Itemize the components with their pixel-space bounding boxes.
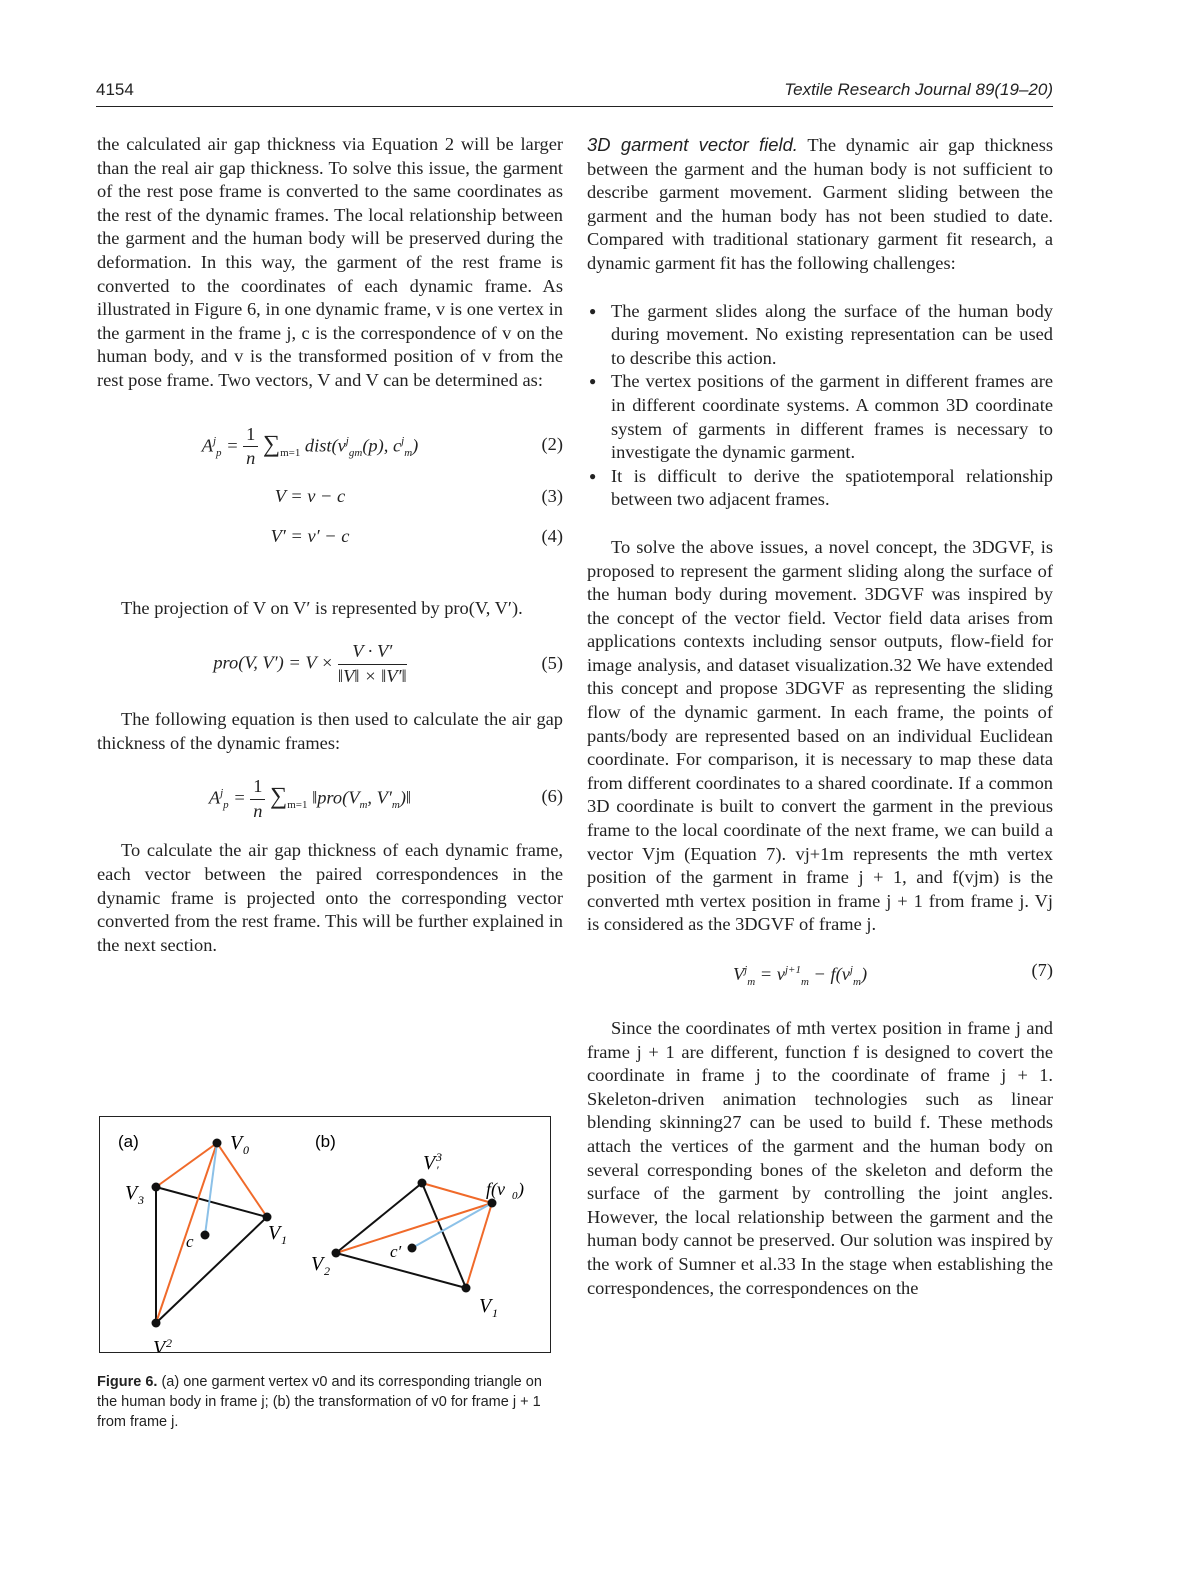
journal-citation: Textile Research Journal 89(19–20) [784, 80, 1053, 99]
figure-6-diagram [100, 1117, 550, 1352]
equation-2: $A^j_p$ = $\frac{1}{n}$ $\sum_{m=1}$ $dist(v^j_{gm}(p)$, $c^j_m$) (2) [201, 423, 563, 469]
running-header [96, 78, 1053, 107]
equation-3: V = v − c (3) [274, 485, 563, 506]
right-paragraph-1: 3D garment vector field. The dynamic air gap thickness between the garment and the human body is not sufficient to describe garment movement. Garment sliding between the garment and the human body has not been studied to date. Compared with traditional stationary garment fit research, a dynamic garment fit has the following challenges: [587, 134, 1054, 273]
left-column [97, 133, 563, 957]
panel-b-label: (b) [315, 1132, 336, 1151]
right-column [587, 133, 1053, 1300]
page-number: 4154 [96, 80, 134, 99]
panel-b [311, 1150, 524, 1320]
svg-text:): ) [518, 1179, 524, 1199]
equation-4: V′ = v′ − c (4) [270, 525, 563, 546]
figure-6 [99, 1116, 551, 1353]
svg-text:c: c [186, 1232, 194, 1251]
left-paragraph-1: the calculated air gap thickness via Equation 2 will be larger than the real air gap thickness. To solve this issue, the garment of the rest pose frame is converted to the same coordinates as the rest of the dynamic frames. The local relationship between the garment and the human body will be preserved during the deformation. In this way, the garment of the rest frame is converted to the coordinates of each dynamic frame. As illustrated in Figure 6, in one dynamic frame, v is one vertex in the garment in the frame j, c is the correspondence of v on the human body, and v is the transformed position of v from the rest pose frame. Two vectors, V and V can be determined as: [97, 134, 563, 390]
svg-text:2: 2 [166, 1336, 172, 1350]
list-item: ● The garment slides along the surface of the human body during movement. No existing representation can be used to describe this action. [587, 300, 1053, 371]
svg-text:c′: c′ [390, 1242, 402, 1261]
section-heading: 3D garment vector field. [587, 134, 798, 155]
svg-text:V: V [479, 1295, 492, 1317]
svg-text:V: V [125, 1182, 138, 1204]
svg-text:′: ′ [436, 1163, 439, 1177]
right-paragraph-3: Since the coordinates of mth vertex position in frame j and frame j + 1 are different, function f is designed to covert the coordinate in frame j to the coordinate of frame j + 1. Skeleton-driven animation technologies such as linear blending skinning27 can be used to build f. These methods attach the vertices of the garment and the human body on several corresponding bones of the skeleton and deform the surface of the garment by controlling the joint angles. However, the local relationship between the garment and the human body cannot be preserved. Our solution was inspired by the work of Sumner et al.33 In the stage when establishing the correspondences, the correspondences on the [587, 1018, 1053, 1298]
equation-5: pro(V, V′) = V × $\frac{V \cdot V'}{‖V‖ \times ‖V'‖}$ (5) [213, 641, 563, 686]
equation-7: $V^j_m = v^{j+1}_m - f(v^j_m)$ (7) [732, 960, 1053, 988]
panel-a-label: (a) [118, 1132, 139, 1151]
caption-text: (a) one garment vertex v0 and its corresponding triangle on the human body in frame j; (b) the transformation of v0 for frame j + 1 from frame j. [97, 1374, 542, 1430]
svg-text:0: 0 [512, 1190, 518, 1202]
challenges-list [587, 300, 1053, 512]
panel-a [125, 1132, 287, 1352]
figure-6-caption [97, 1372, 557, 1432]
list-item: ● It is difficult to derive the spatiotemporal relationship between two adjacent frames. [587, 465, 1053, 512]
svg-text:1: 1 [492, 1306, 498, 1320]
svg-text:3: 3 [436, 1150, 442, 1164]
svg-text:V: V [230, 1132, 243, 1154]
svg-text:3: 3 [138, 1193, 144, 1207]
left-paragraph-2: The projection of V on V′ is represented by pro(V, V′). [121, 597, 523, 618]
svg-text:2: 2 [324, 1264, 330, 1278]
svg-text:1: 1 [281, 1233, 287, 1247]
svg-text:f(v: f(v [486, 1179, 505, 1199]
svg-text:V: V [311, 1253, 324, 1275]
equation-6: $A^j_p$ = $\frac{1}{n}$ $\sum_{m=1}$ $‖pro(V_m$, $V'_m)‖$ (6) [208, 776, 563, 821]
equation-2-number: (2) [541, 433, 563, 454]
right-paragraph-2: To solve the above issues, a novel concept, the 3DGVF, is proposed to represent the garment sliding along the surface of the human body during movement. 3DGVF was inspired by the concept of the vector field. Vector field data arises from applications contexts including sensor outputs, flow-field for image analysis, and dataset visualization.32 We have extended this concept and propose 3DGVF as representing the sliding flow of the dynamic garment. In each frame, the points of pants/body are represented based on an individual Euclidean coordinate. For comparison, it is necessary to map these data from different coordinates to a shared coordinate. If a common 3D coordinate is built to convert the garment in the previous frame to the local coordinate of the next frame, we can build a vector Vjm (Equation 7). vj+1m represents the mth vertex position of the garment in frame j + 1, and f(vjm) is the converted mth vertex position in frame j + 1 from frame j. Vj is considered as the 3DGVF of frame j. [587, 536, 1053, 935]
left-paragraph-4: To calculate the air gap thickness of each dynamic frame, each vector between the paired correspondences in the dynamic frame is projected onto the corresponding vector converted from the rest frame. This will be further explained in the next section. [97, 840, 563, 955]
svg-text:0: 0 [243, 1143, 249, 1157]
left-paragraph-3: The following equation is then used to calculate the air gap thickness of the dynamic frames: [97, 709, 563, 753]
svg-text:V: V [268, 1222, 281, 1244]
caption-label: Figure 6. [97, 1374, 158, 1390]
svg-text:V: V [153, 1337, 166, 1352]
svg-text:V: V [423, 1152, 436, 1174]
list-item: ● The vertex positions of the garment in different frames are in different coordinate systems. A common 3D coordinate system of garments in different frames is necessary to investigate the dynamic garment. [587, 370, 1053, 464]
